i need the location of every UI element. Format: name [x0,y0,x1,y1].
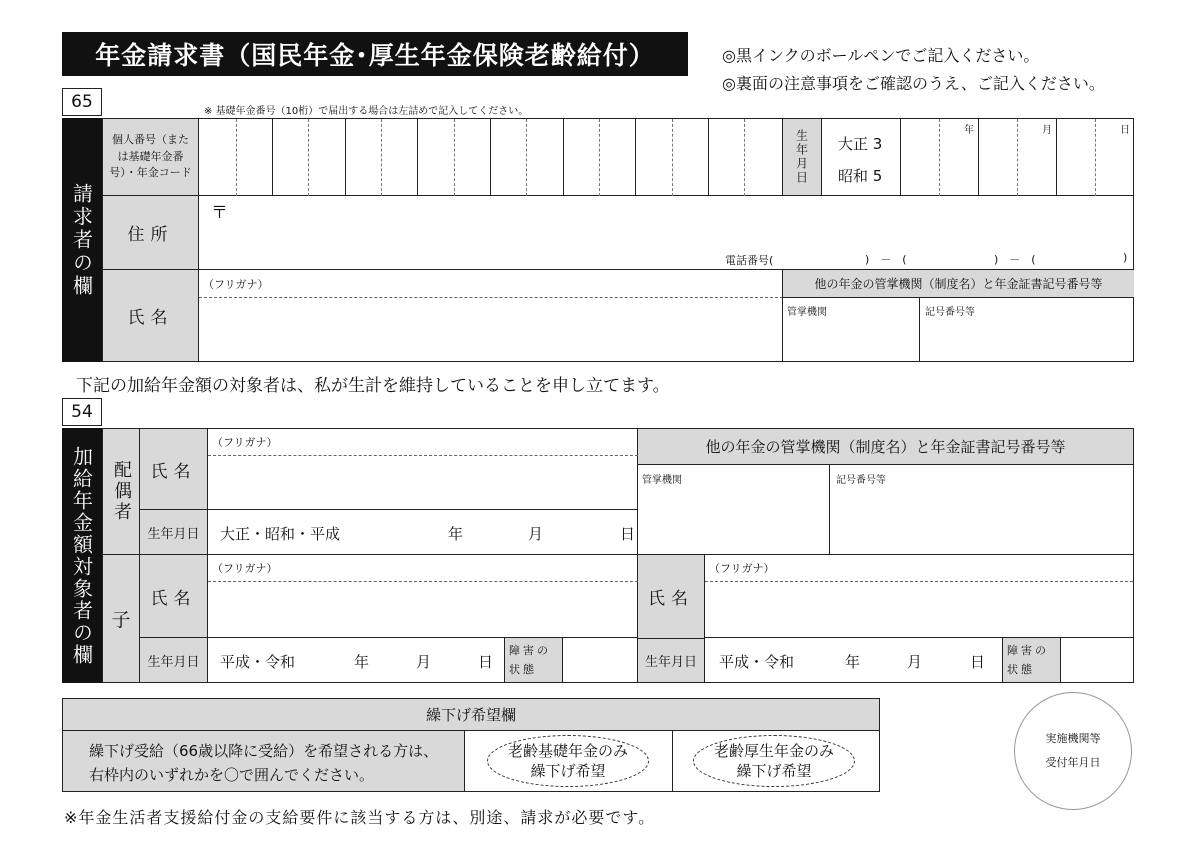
spouse-year: 年 [448,525,464,543]
birth-era-box: 大正 3 昭和 5 [822,119,900,196]
month-unit: 月 [1042,125,1052,136]
child1-day: 日 [478,653,494,671]
instruction-note-2: ◎裏面の注意事項をご確認のうえ、ご記入ください。 [722,74,1105,93]
deferral-option-basic[interactable] [465,731,673,791]
name-label: 氏名 [103,270,199,361]
spouse-agency-label: 管掌機関 [642,475,682,486]
number-label: 記号番号等 [925,307,975,318]
statement: 下記の加給年金額の対象者は、私が生計を維持していることを申し立てます。 [76,376,670,396]
day-unit: 日 [1120,125,1130,136]
phone-end: ) [1123,251,1128,264]
spouse-birth-label: 生年月日 [140,510,208,555]
child1-furigana: （フリガナ） [212,562,278,575]
child1-birth-field[interactable] [208,638,505,682]
instruction-note-1: ◎黒インクのボールペンでご記入ください。 [722,46,1040,65]
child2-furigana: （フリガナ） [709,562,775,575]
child1-disability-label: 障害の状態 [505,638,563,682]
id-label: 個人番号（または基礎年金番号）・年金コード [103,119,199,196]
child1-year: 年 [354,653,370,671]
option-basic-oval: 老齢基礎年金のみ 繰下げ希望 [487,735,649,787]
deferral-instructions: 繰下げ受給（66歳以降に受給）を希望される方は、 右枠内のいずれかを〇で囲んでください。 [63,731,465,791]
child1-disability-field[interactable] [563,638,638,682]
section1-side-label: 請求者の欄 [62,118,102,362]
child2-day: 日 [970,653,986,671]
child2-name-label: 氏名 [638,555,705,638]
child1-name-field[interactable] [208,555,638,638]
spouse-number-field[interactable] [830,465,1133,555]
address-field[interactable] [199,196,1133,270]
postal-mark: 〒 [211,203,228,223]
agency-field[interactable] [783,298,920,361]
agency-label: 管掌機関 [787,307,827,318]
address-label: 住所 [103,196,199,270]
deferral-option-employee[interactable] [673,731,879,791]
stamp-line-1: 実施機関等 [1045,732,1101,745]
spouse-birth-field[interactable] [208,510,638,555]
child1-name-label: 氏名 [140,555,208,638]
spouse-eras: 大正・昭和・平成 [220,525,341,543]
spouse-agency-field[interactable] [638,465,830,555]
spouse-other-pension-header: 他の年金の管掌機関（制度名）と年金証書記号番号等 [638,429,1133,465]
child2-birth-field[interactable] [705,638,1003,682]
spouse-furigana: （フリガナ） [212,436,278,449]
form-title: 年金請求書（国民年金･厚生年金保険老齢給付） [62,32,688,76]
spouse-month: 月 [528,525,544,543]
phone-sep-2: ) － ( [994,253,1036,266]
child1-birth-label: 生年月日 [140,638,208,682]
spouse-name-field[interactable] [208,429,638,510]
section2-code: 54 [62,398,102,426]
footnote: ※年金生活者支援給付金の支給要件に該当する方は、別途、請求が必要です。 [64,808,656,827]
other-pension-header: 他の年金の管掌機関（制度名）と年金証書記号番号等 [783,270,1134,298]
reception-stamp-circle [1014,692,1132,810]
child2-name-field[interactable] [705,555,1133,638]
spouse-number-label: 記号番号等 [836,475,886,486]
spouse-label: 配偶者 [103,429,140,555]
stamp-line-2: 受付年月日 [1045,756,1101,769]
deferral-header: 繰下げ希望欄 [63,699,879,731]
child-label: 子 [103,555,140,682]
child2-disability-field[interactable] [1061,638,1133,682]
year-unit: 年 [964,125,974,136]
child1-month: 月 [416,653,432,671]
child2-month: 月 [907,653,923,671]
furigana-label: （フリガナ） [203,278,269,291]
section2-side-label: 加給年金額対象者の欄 [62,428,102,683]
phone-sep-1: ) － ( [865,253,907,266]
option-employee-oval: 老齢厚生年金のみ 繰下げ希望 [693,735,855,787]
name-field[interactable] [199,270,783,361]
id-digit-boxes[interactable] [199,119,782,196]
birth-date-boxes[interactable] [900,119,1133,196]
child1-eras: 平成・令和 [220,653,296,671]
section1-hint: ※ 基礎年金番号（10桁）で届出する場合は左詰めで記入してください。 [204,106,529,117]
birth-label: 生年月日 [782,119,822,196]
other-pension-box [782,270,1133,361]
spouse-day: 日 [620,525,636,543]
child2-eras: 平成・令和 [719,653,795,671]
child2-birth-label: 生年月日 [638,638,705,682]
phone-label: 電話番号( [725,254,774,267]
spouse-name-label: 氏名 [140,429,208,510]
child2-disability-label: 障害の状態 [1003,638,1061,682]
child2-year: 年 [845,653,861,671]
section1-code: 65 [62,88,102,116]
